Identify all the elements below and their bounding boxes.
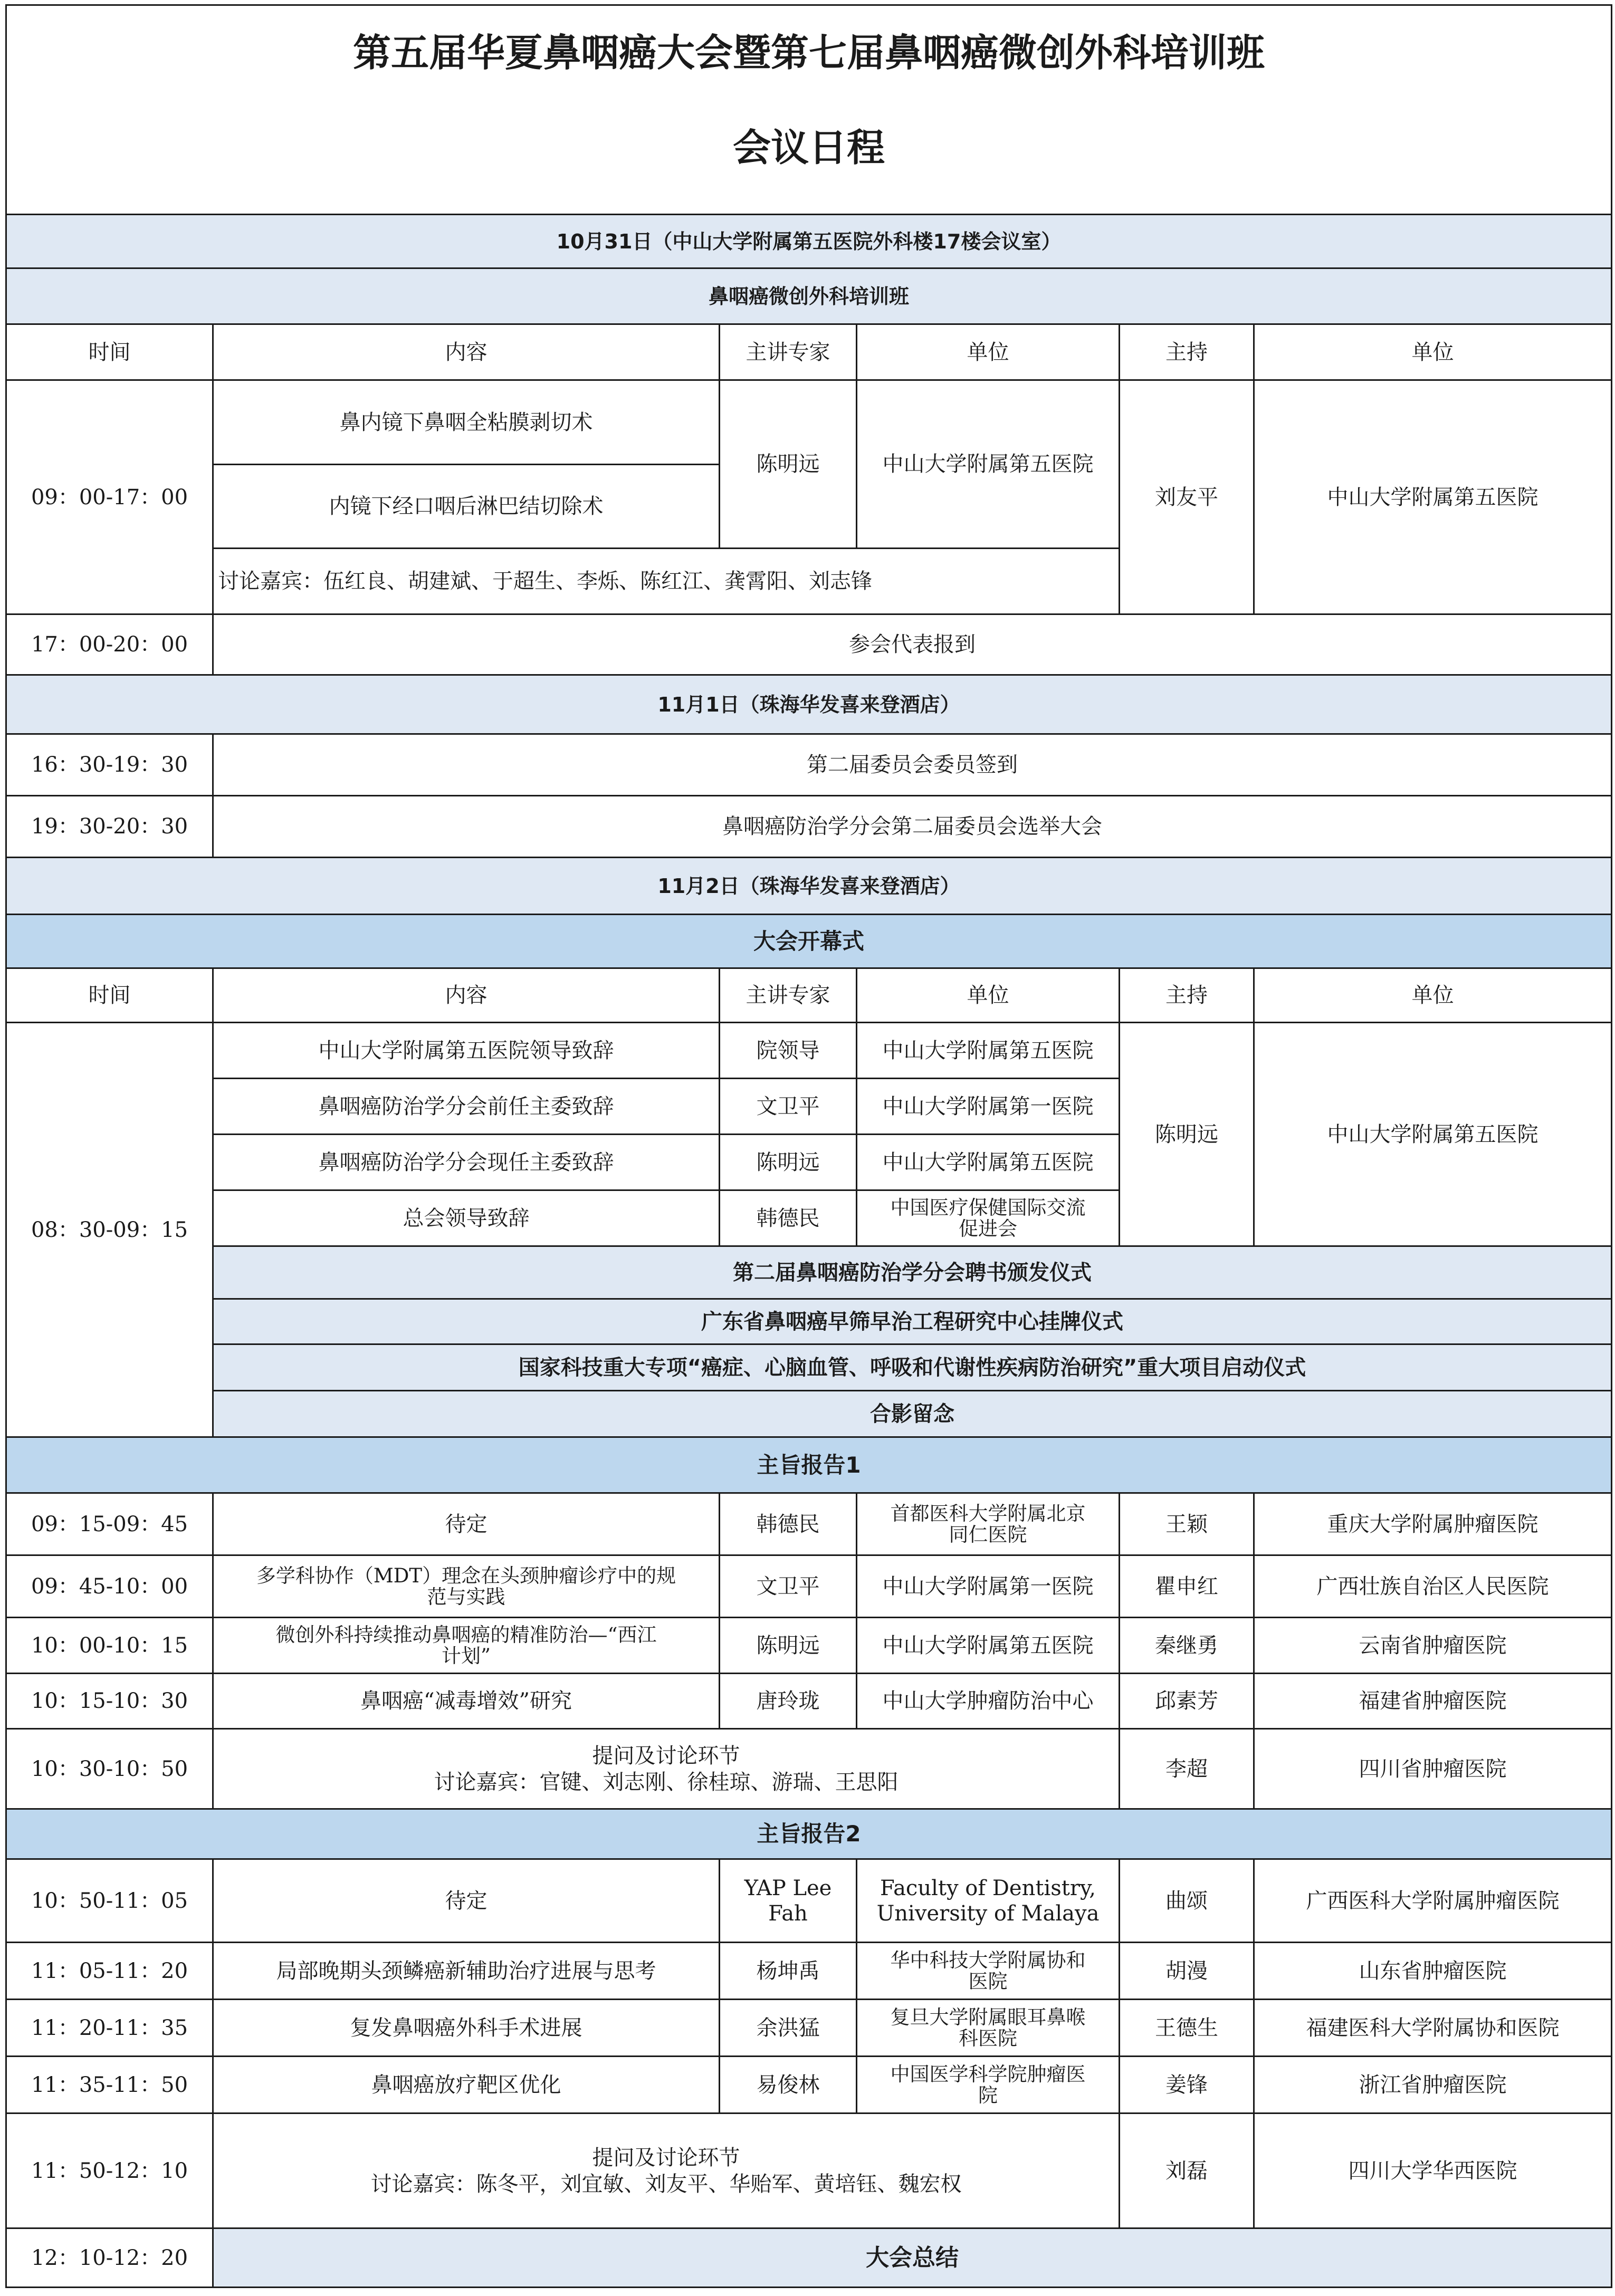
speaker-cell: 院领导 xyxy=(720,1023,857,1079)
host-unit-cell: 山东省肿瘤医院 xyxy=(1254,1943,1612,2000)
host-unit-cell: 福建医科大学附属协和医院 xyxy=(1254,2000,1612,2057)
speech-title: 鼻咽癌防治学分会前任主委致辞 xyxy=(213,1079,720,1135)
speech-title: 总会领导致辞 xyxy=(213,1190,720,1246)
host-unit-cell: 云南省肿瘤医院 xyxy=(1254,1618,1612,1674)
host-cell: 姜锋 xyxy=(1120,2057,1254,2114)
unit-cell xyxy=(857,1859,1120,1943)
time-cell: 11：05-11：20 xyxy=(6,1943,213,2000)
unit-cell: 中山大学附属第一医院 xyxy=(857,1079,1120,1135)
column-header: 单位 xyxy=(1254,968,1612,1023)
unit-line: 首都医科大学附属北京 xyxy=(890,1502,1086,1525)
column-header: 主持 xyxy=(1120,968,1254,1023)
time-cell: 09：15-09：45 xyxy=(6,1493,213,1555)
unit-cell: 中山大学附属第五医院 xyxy=(857,380,1120,549)
talk-title: 局部晚期头颈鳞癌新辅助治疗进展与思考 xyxy=(213,1943,720,2000)
column-header: 主讲专家 xyxy=(720,324,857,380)
time-cell: 10：15-10：30 xyxy=(6,1674,213,1729)
time-cell: 12：10-12：20 xyxy=(6,2228,213,2288)
schedule-table xyxy=(5,4,1612,2288)
host-cell: 李超 xyxy=(1120,1729,1254,1809)
talk-title-line: 计划” xyxy=(442,1644,491,1667)
unit-cell: 中山大学肿瘤防治中心 xyxy=(857,1674,1120,1729)
time-cell: 09：00-17：00 xyxy=(6,380,213,614)
host-unit-cell: 四川大学华西医院 xyxy=(1254,2114,1612,2228)
column-header: 内容 xyxy=(213,968,720,1023)
ceremony-row: 合影留念 xyxy=(213,1391,1612,1437)
section-header: 大会开幕式 xyxy=(6,915,1612,968)
day-header: 10月31日（中山大学附属第五医院外科楼17楼会议室） xyxy=(6,215,1612,268)
talk-title: 鼻咽癌“减毒增效”研究 xyxy=(213,1674,720,1729)
discussion-guests: 讨论嘉宾：陈冬平，刘宜敏、刘友平、华贻军、黄培钰、魏宏权 xyxy=(370,2172,962,2196)
host-unit-cell: 广西壮族自治区人民医院 xyxy=(1254,1555,1612,1618)
unit-cell xyxy=(857,1493,1120,1555)
host-unit-cell: 重庆大学附属肿瘤医院 xyxy=(1254,1493,1612,1555)
unit-cell xyxy=(857,2000,1120,2057)
unit-line: 中国医学科学院肿瘤医 xyxy=(890,2062,1086,2086)
speaker-cell: 易俊林 xyxy=(720,2057,857,2114)
unit-cell: 中山大学附属第五医院 xyxy=(857,1023,1120,1079)
talk-title: 内镜下经口咽后淋巴结切除术 xyxy=(213,465,720,549)
speaker-line: Fah xyxy=(768,1901,808,1926)
host-cell: 曲颂 xyxy=(1120,1859,1254,1943)
speaker-cell: 余洪猛 xyxy=(720,2000,857,2057)
speaker-cell: 韩德民 xyxy=(720,1190,857,1246)
host-unit-cell: 福建省肿瘤医院 xyxy=(1254,1674,1612,1729)
talk-title: 复发鼻咽癌外科手术进展 xyxy=(213,2000,720,2057)
time-cell: 19：30-20：30 xyxy=(6,796,213,858)
host-cell: 刘磊 xyxy=(1120,2114,1254,2228)
unit-cell: 中山大学附属第五医院 xyxy=(857,1135,1120,1190)
speaker-cell xyxy=(720,1859,857,1943)
section-header: 主旨报告1 xyxy=(6,1437,1612,1493)
speaker-cell: 陈明远 xyxy=(720,1135,857,1190)
time-cell: 10：00-10：15 xyxy=(6,1618,213,1674)
host-cell: 邱素芳 xyxy=(1120,1674,1254,1729)
talk-title: 鼻内镜下鼻咽全粘膜剥切术 xyxy=(213,380,720,465)
time-cell: 11：20-11：35 xyxy=(6,2000,213,2057)
time-cell: 09：45-10：00 xyxy=(6,1555,213,1618)
host-cell: 秦继勇 xyxy=(1120,1618,1254,1674)
host-unit-cell: 广西医科大学附属肿瘤医院 xyxy=(1254,1859,1612,1943)
unit-line: 华中科技大学附属协和 xyxy=(890,1948,1086,1972)
talk-title xyxy=(213,1618,720,1674)
talk-title: 待定 xyxy=(213,1493,720,1555)
time-cell: 17：00-20：00 xyxy=(6,614,213,675)
unit-line: 医院 xyxy=(968,1970,1008,1993)
host-cell: 刘友平 xyxy=(1120,380,1254,614)
speaker-line: YAP Lee xyxy=(744,1876,832,1900)
speech-title: 中山大学附属第五医院领导致辞 xyxy=(213,1023,720,1079)
discussion-guests: 讨论嘉宾：官键、刘志刚、徐桂琼、游瑞、王思阳 xyxy=(434,1770,899,1794)
host-cell: 瞿申红 xyxy=(1120,1555,1254,1618)
unit-line: 中国医疗保健国际交流 xyxy=(890,1196,1086,1219)
host-cell: 王颖 xyxy=(1120,1493,1254,1555)
speaker-cell: 文卫平 xyxy=(720,1079,857,1135)
discussion-title: 提问及讨论环节 xyxy=(592,2145,740,2170)
host-cell: 王德生 xyxy=(1120,2000,1254,2057)
section-header: 鼻咽癌微创外科培训班 xyxy=(6,268,1612,324)
unit-line: 促进会 xyxy=(959,1217,1017,1240)
speaker-cell: 唐玲珑 xyxy=(720,1674,857,1729)
speech-title: 鼻咽癌防治学分会现任主委致辞 xyxy=(213,1135,720,1190)
speaker-cell: 陈明远 xyxy=(720,380,857,549)
document-title xyxy=(6,5,1612,215)
event-cell: 参会代表报到 xyxy=(213,614,1612,675)
host-unit-cell: 浙江省肿瘤医院 xyxy=(1254,2057,1612,2114)
unit-cell: 中山大学附属第五医院 xyxy=(857,1618,1120,1674)
host-unit-cell: 中山大学附属第五医院 xyxy=(1254,380,1612,614)
time-cell: 08：30-09：15 xyxy=(6,1023,213,1437)
unit-line: 同仁医院 xyxy=(949,1523,1027,1546)
talk-title-line: 范与实践 xyxy=(427,1585,505,1608)
column-header: 时间 xyxy=(6,968,213,1023)
ceremony-row: 国家科技重大专项“癌症、心脑血管、呼吸和代谢性疾病防治研究”重大项目启动仪式 xyxy=(213,1344,1612,1391)
closing-summary: 大会总结 xyxy=(213,2228,1612,2288)
day-header: 11月1日（珠海华发喜来登酒店） xyxy=(6,675,1612,734)
host-unit-cell: 中山大学附属第五医院 xyxy=(1254,1023,1612,1246)
time-cell: 16：30-19：30 xyxy=(6,734,213,796)
discussion-cell xyxy=(213,1729,1120,1809)
speaker-cell: 韩德民 xyxy=(720,1493,857,1555)
talk-title xyxy=(213,1555,720,1618)
unit-cell xyxy=(857,2057,1120,2114)
speaker-cell: 陈明远 xyxy=(720,1618,857,1674)
talk-title-line: 微创外科持续推动鼻咽癌的精准防治—“西江 xyxy=(275,1623,657,1646)
column-header: 单位 xyxy=(1254,324,1612,380)
ceremony-row: 广东省鼻咽癌早筛早治工程研究中心挂牌仪式 xyxy=(213,1299,1612,1344)
talk-title: 待定 xyxy=(213,1859,720,1943)
column-header: 主持 xyxy=(1120,324,1254,380)
host-cell: 胡漫 xyxy=(1120,1943,1254,2000)
host-cell: 陈明远 xyxy=(1120,1023,1254,1246)
speaker-cell: 杨坤禹 xyxy=(720,1943,857,2000)
main-title: 第五届华夏鼻咽癌大会暨第七届鼻咽癌微创外科培训班 xyxy=(353,31,1265,75)
discussion-cell xyxy=(213,2114,1120,2228)
unit-line: 科医院 xyxy=(959,2026,1017,2050)
ceremony-row: 第二届鼻咽癌防治学分会聘书颁发仪式 xyxy=(213,1246,1612,1299)
column-header: 单位 xyxy=(857,968,1120,1023)
discussion-title: 提问及讨论环节 xyxy=(592,1743,740,1768)
event-cell: 鼻咽癌防治学分会第二届委员会选举大会 xyxy=(213,796,1612,858)
discussion-guests: 讨论嘉宾：伍红良、胡建斌、于超生、李烁、陈红江、龚霄阳、刘志锋 xyxy=(213,549,1120,614)
column-header: 内容 xyxy=(213,324,720,380)
talk-title: 鼻咽癌放疗靶区优化 xyxy=(213,2057,720,2114)
column-header: 单位 xyxy=(857,324,1120,380)
host-unit-cell: 四川省肿瘤医院 xyxy=(1254,1729,1612,1809)
unit-line: 复旦大学附属眼耳鼻喉 xyxy=(890,2005,1086,2029)
time-cell: 11：50-12：10 xyxy=(6,2114,213,2228)
unit-line: 院 xyxy=(978,2083,998,2107)
unit-cell: 中山大学附属第一医院 xyxy=(857,1555,1120,1618)
unit-cell xyxy=(857,1190,1120,1246)
column-header: 主讲专家 xyxy=(720,968,857,1023)
event-cell: 第二届委员会委员签到 xyxy=(213,734,1612,796)
unit-line: Faculty of Dentistry, xyxy=(880,1876,1096,1900)
unit-cell xyxy=(857,1943,1120,2000)
speaker-cell: 文卫平 xyxy=(720,1555,857,1618)
talk-title-line: 多学科协作（MDT）理念在头颈肿瘤诊疗中的规 xyxy=(256,1564,676,1587)
section-header: 主旨报告2 xyxy=(6,1809,1612,1859)
time-cell: 10：30-10：50 xyxy=(6,1729,213,1809)
time-cell: 10：50-11：05 xyxy=(6,1859,213,1943)
day-header: 11月2日（珠海华发喜来登酒店） xyxy=(6,858,1612,915)
column-header: 时间 xyxy=(6,324,213,380)
unit-line: University of Malaya xyxy=(876,1901,1100,1926)
time-cell: 11：35-11：50 xyxy=(6,2057,213,2114)
sub-title: 会议日程 xyxy=(733,126,885,170)
